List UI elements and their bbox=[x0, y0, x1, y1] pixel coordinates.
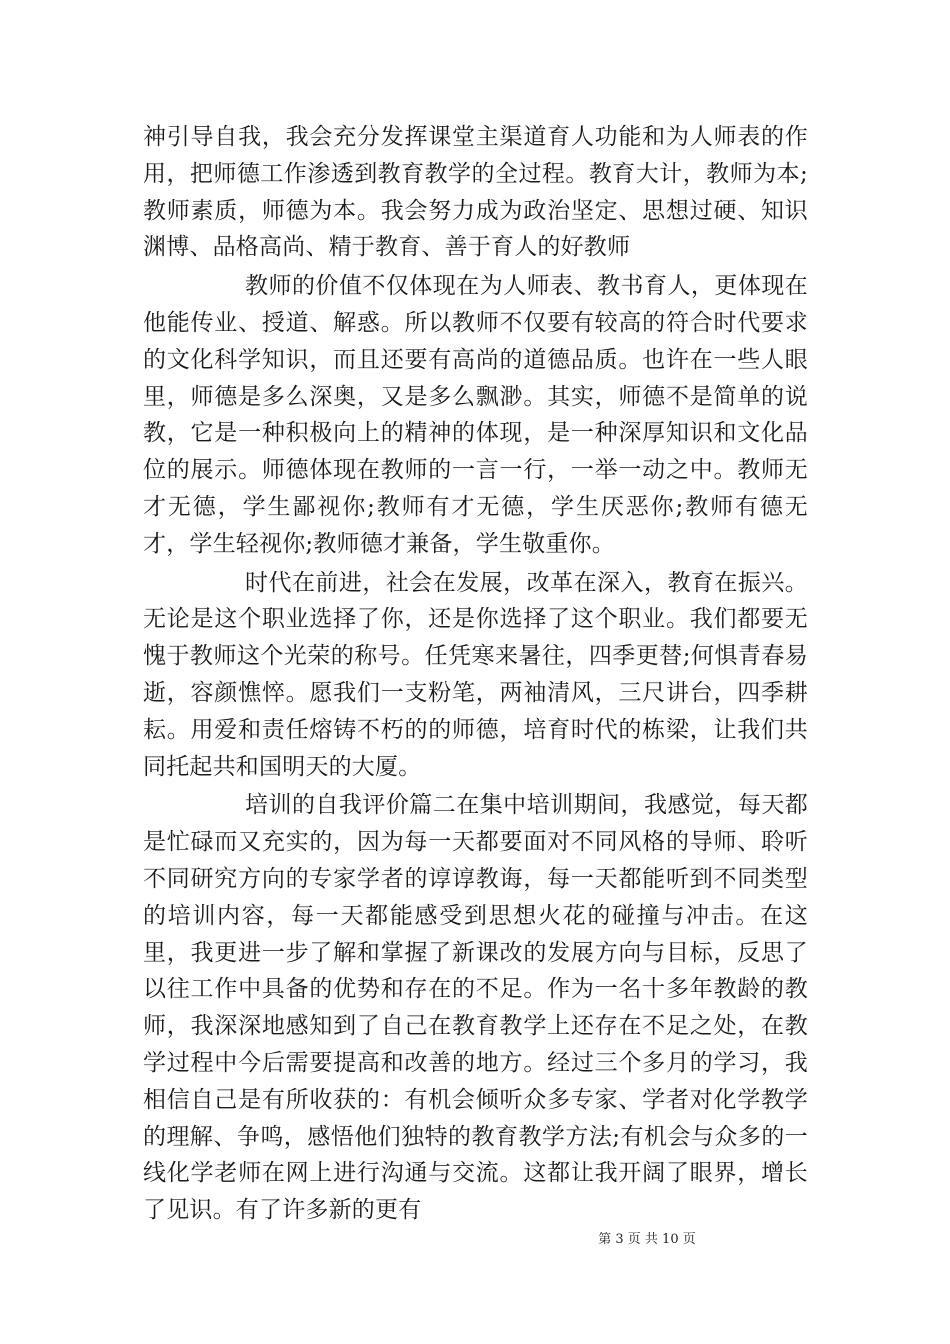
paragraph-3: 时代在前进，社会在发展，改革在深入，教育在振兴。无论是这个职业选择了你，还是你选择了这个职业。我们都要无愧于教师这个光荣的称号。任凭寒来暑往，四季更替;何惧青春易逝，容颜憔悴。愿我们一支粉笔，两袖清风，三尺讲台，四季耕耘。用爱和责任熔铸不朽的的师德，培育时代的栋梁，让我们共同托起共和国明天的大厦。 bbox=[143, 569, 808, 780]
paragraph-2: 教师的价值不仅体现在为人师表、教书育人，更体现在他能传业、授道、解惑。所以教师不仅要有较高的符合时代要求的文化科学知识，而且还要有高尚的道德品质。也许在一些人眼里，师德是多么深奥，又是多么飘渺。其实，师德不是简单的说教，它是一种积极向上的精神的体现，是一种深厚知识和文化品位的展示。师德体现在教师的一言一行，一举一动之中。教师无才无德，学生鄙视你;教师有才无德，学生厌恶你;教师有德无才，学生轻视你;教师德才兼备，学生敬重你。 bbox=[143, 273, 808, 557]
paragraph-4: 培训的自我评价篇二在集中培训期间，我感觉，每天都是忙碌而又充实的，因为每一天都要面对不同风格的导师、聆听不同研究方向的专家学者的谆谆教诲，每一天都能听到不同类型的培训内容，每一天都能感受到思想火花的碰撞与冲击。在这里，我更进一步了解和掌握了新课改的发展方向与目标，反思了以往工作中具备的优势和存在的不足。作为一名十多年教龄的教师，我深深地感知到了自己在教育教学上还存在不足之处，在教学过程中今后需要提高和改善的地方。经过三个多月的学习，我相信自己是有所收获的：有机会倾听众多专家、学者对化学教学的理解、争鸣，感悟他们独特的教育教学方法;有机会与众多的一线化学老师在网上进行沟通与交流。这都让我开阔了眼界，增长了见识。有了许多新的更有 bbox=[143, 792, 808, 1224]
paragraph-1: 神引导自我，我会充分发挥课堂主渠道育人功能和为人师表的作用，把师德工作渗透到教育教学的全过程。教育大计，教师为本;教师素质，师德为本。我会努力成为政治坚定、思想过硬、知识渊博、品格高尚、精于教育、善于育人的好教师 bbox=[143, 124, 808, 261]
page-number: 第 3 页 共 10 页 bbox=[598, 1232, 696, 1247]
document-body bbox=[143, 119, 808, 1229]
page-footer bbox=[0, 1232, 950, 1248]
